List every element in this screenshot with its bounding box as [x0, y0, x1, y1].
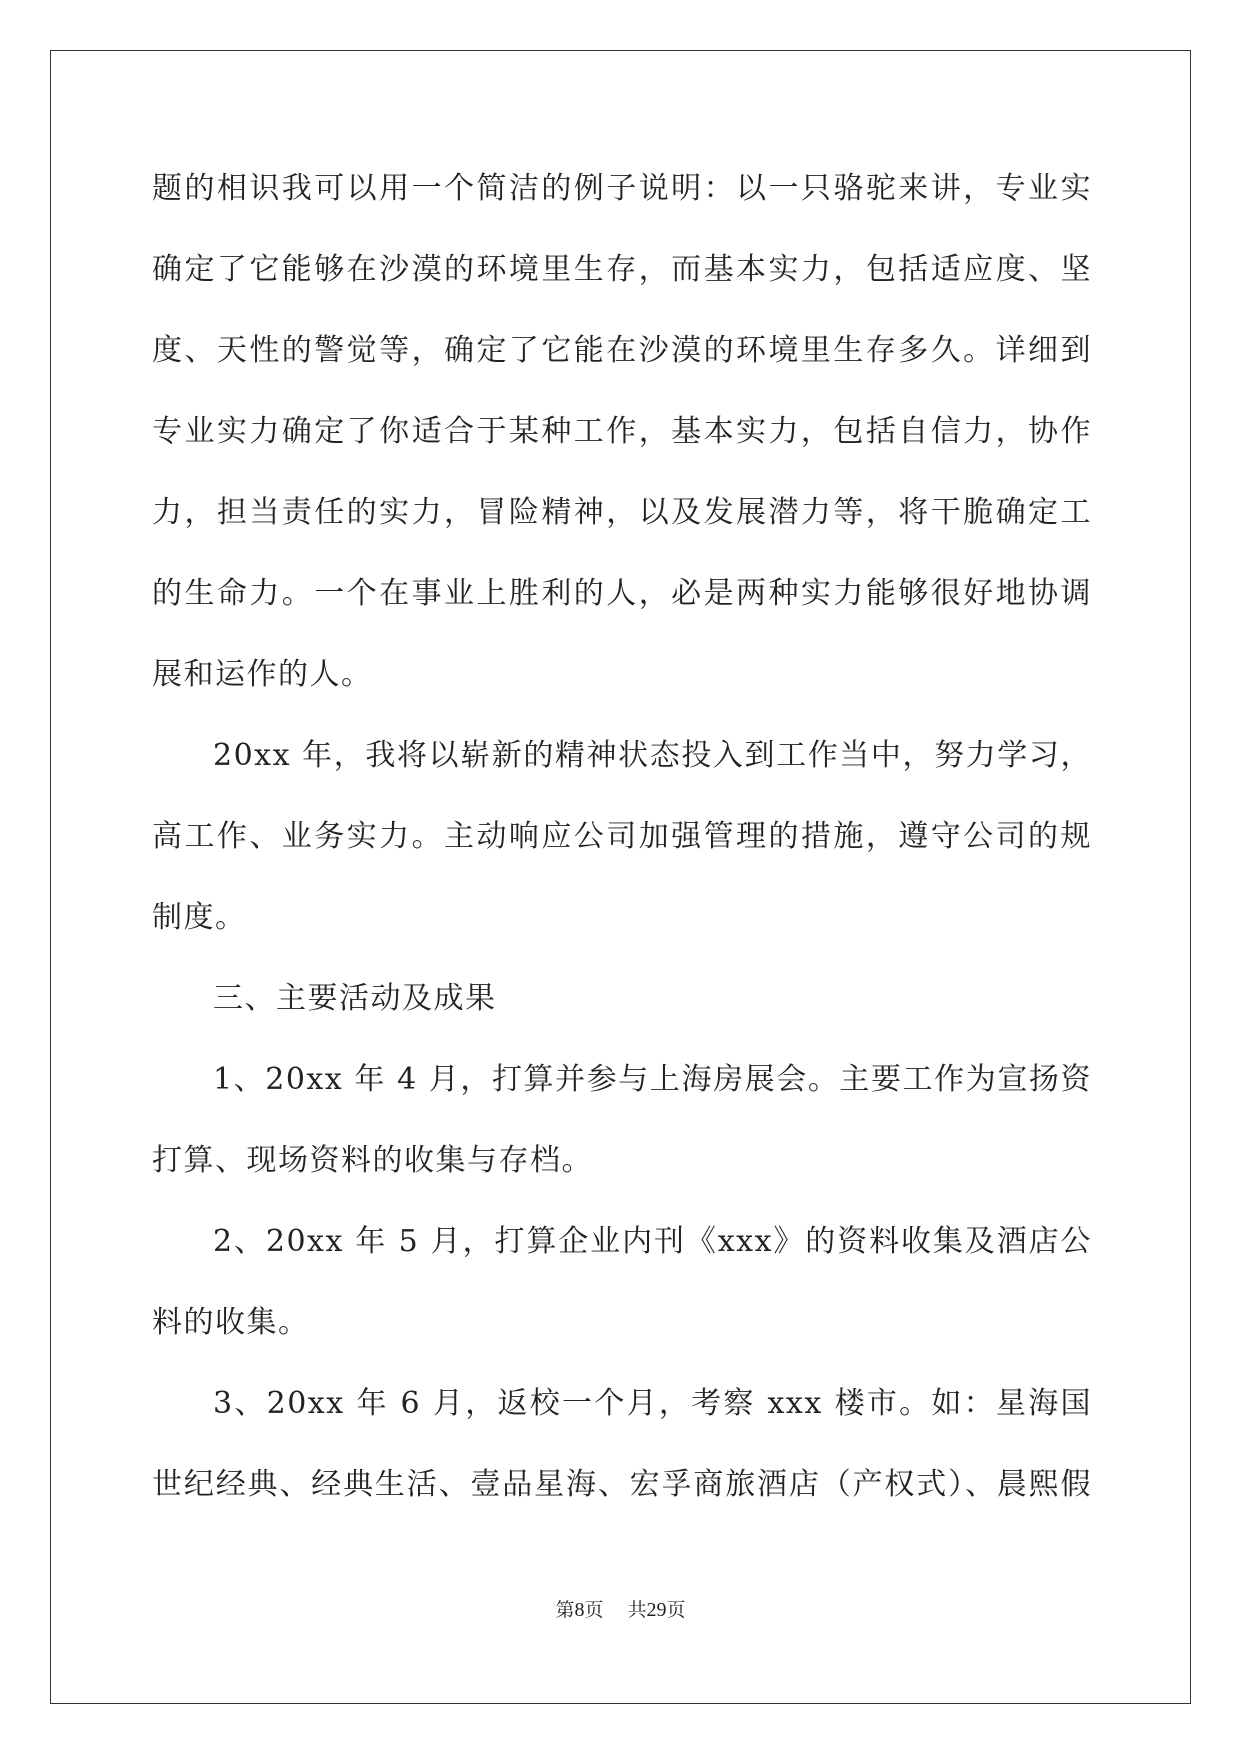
text-line: 3、20xx 年 6 月，返校一个月，考察 xxx 楼市。如：星海国: [213, 1386, 1092, 1421]
text-line: 题的相识我可以用一个简洁的例子说明：以一只骆驼来讲，专业实: [152, 171, 1092, 206]
document-body: [152, 148, 1092, 1525]
text-line: 力，担当责任的实力，冒险精神，以及发展潜力等，将干脆确定工: [152, 495, 1092, 530]
text-line: 度、天性的警觉等，确定了它能在沙漠的环境里生存多久。详细到: [152, 333, 1092, 368]
page-footer: [0, 1595, 1241, 1622]
text-line: 打算、现场资料的收集与存档。: [152, 1143, 593, 1178]
total-pages: 29: [646, 1599, 667, 1621]
total-prefix: 共: [627, 1599, 647, 1621]
total-suffix: 页: [666, 1599, 686, 1621]
text-line: 20xx 年，我将以崭新的精神状态投入到工作当中，努力学习，: [213, 738, 1092, 773]
text-line: 专业实力确定了你适合于某种工作，基本实力，包括自信力，协作: [152, 414, 1092, 449]
text-line: 2、20xx 年 5 月，打算企业内刊《xxx》的资料收集及酒店公: [213, 1224, 1092, 1259]
text-line: 展和运作的人。: [152, 657, 373, 692]
page-prefix: 第: [555, 1599, 575, 1621]
text-line: 制度。: [152, 900, 247, 935]
text-line: 1、20xx 年 4 月，打算并参与上海房展会。主要工作为宣扬资: [213, 1062, 1092, 1097]
text-line: 料的收集。: [152, 1305, 310, 1340]
text-line: 的生命力。一个在事业上胜利的人，必是两种实力能够很好地协调: [152, 576, 1092, 611]
page-number: 8: [574, 1599, 585, 1621]
text-line: 世纪经典、经典生活、壹品星海、宏孚商旅酒店（产权式）、晨熙假: [152, 1467, 1092, 1502]
text-line: 高工作、业务实力。主动响应公司加强管理的措施，遵守公司的规: [152, 819, 1092, 854]
section-heading: 三、主要活动及成果: [213, 981, 497, 1016]
text-line: 确定了它能够在沙漠的环境里生存，而基本实力，包括适应度、坚: [152, 252, 1092, 287]
page-suffix: 页: [584, 1599, 604, 1621]
